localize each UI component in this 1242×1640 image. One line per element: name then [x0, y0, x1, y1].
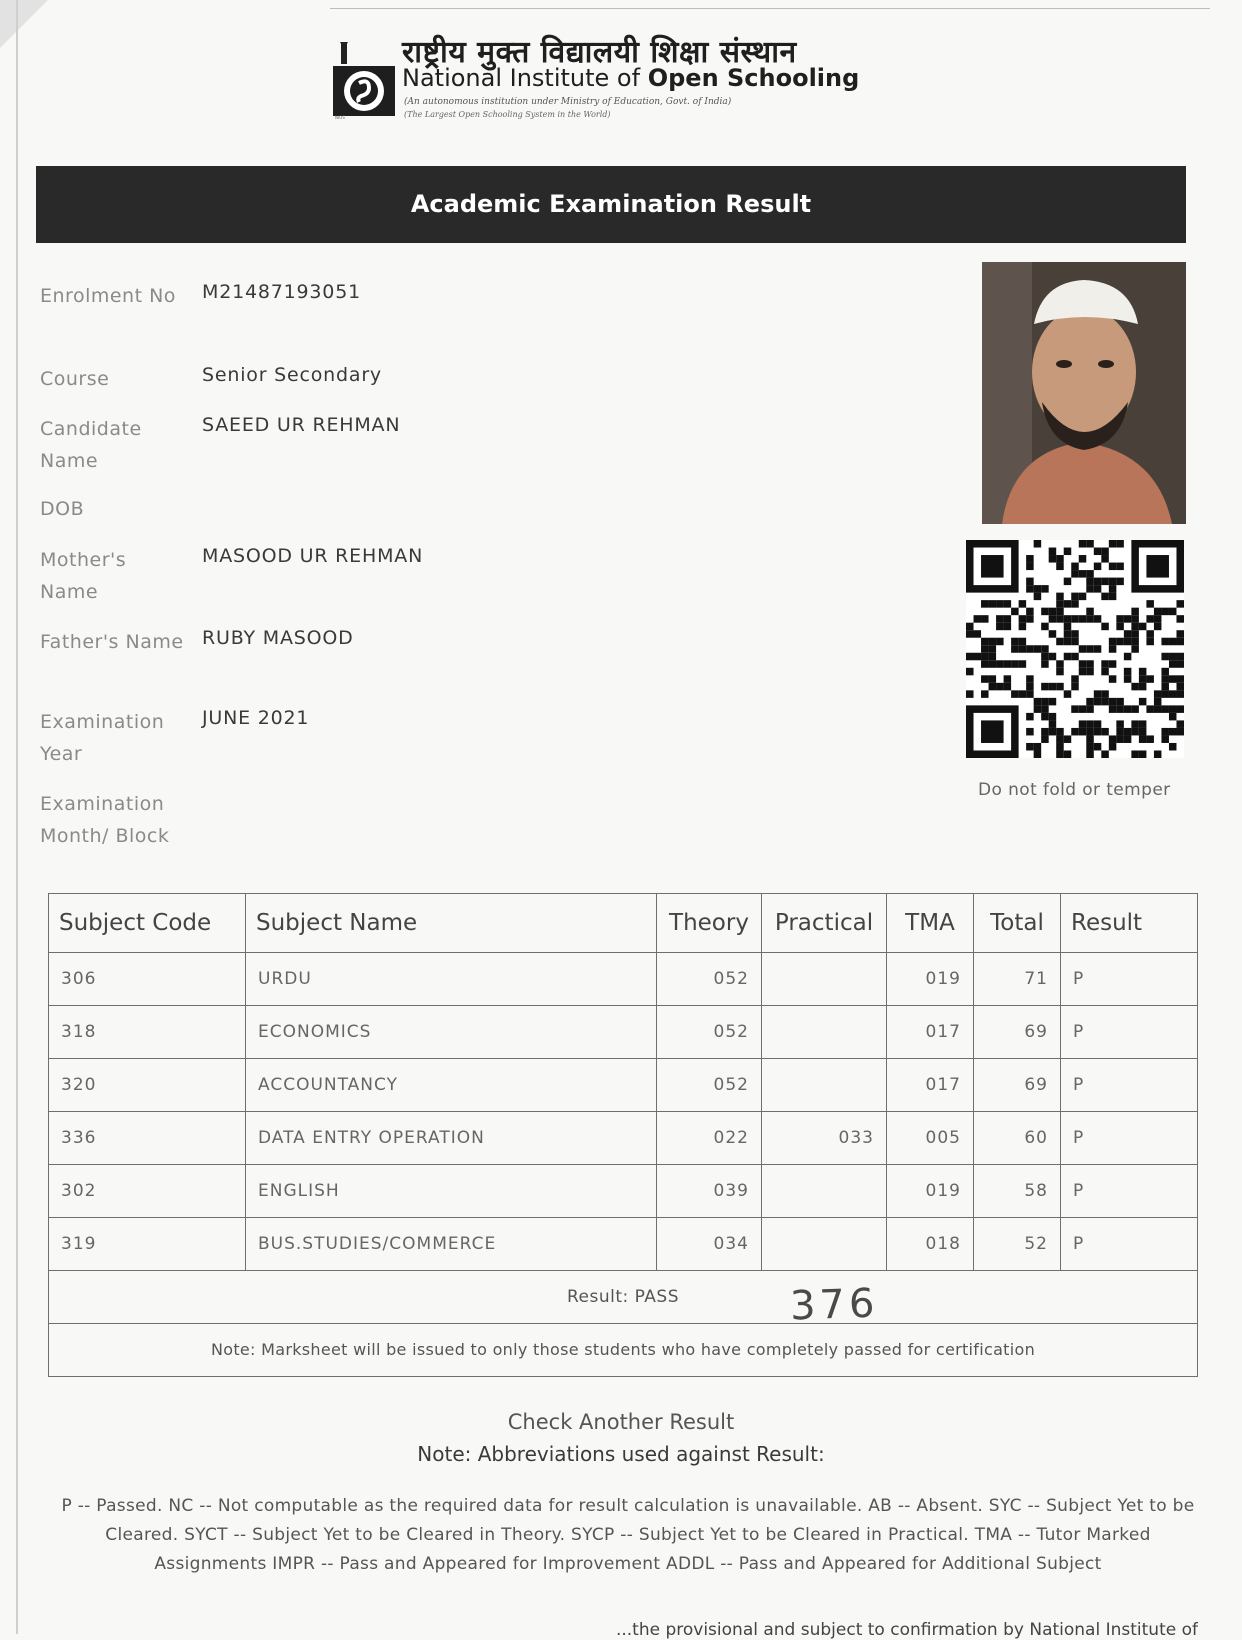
note-row: [49, 1324, 1198, 1377]
mother-name-label: Mother's Name: [40, 549, 127, 603]
result-banner: [36, 166, 1186, 243]
tma-marks: 019: [887, 1165, 974, 1218]
subject-result: P: [1061, 1006, 1198, 1059]
exam-year-label: Examination Year: [40, 711, 165, 765]
subject-result: P: [1061, 1059, 1198, 1112]
disclaimer-text: ...the provisional and subject to confirmation by National Institute of: [615, 1620, 1198, 1640]
results-table: [48, 893, 1198, 1377]
father-name-value: RUBY MASOOD: [202, 627, 354, 649]
total-marks: 69: [974, 1059, 1061, 1112]
practical-marks: [762, 1059, 887, 1112]
overall-result: Result: PASS: [566, 1287, 680, 1307]
subject-result: P: [1061, 953, 1198, 1006]
subject-code: 320: [49, 1059, 246, 1112]
mother-name-value: MASOOD UR REHMAN: [202, 545, 424, 567]
table-row: [49, 1165, 1198, 1218]
total-marks: 60: [974, 1112, 1061, 1165]
candidate-photo: [982, 262, 1186, 524]
col-subject-code: Subject Code: [49, 894, 246, 953]
page-edge: [16, 0, 18, 1634]
theory-marks: 052: [657, 1006, 762, 1059]
course-value: Senior Secondary: [202, 364, 382, 386]
abbreviations-text: P -- Passed. NC -- Not computable as the required data for result calculation is unavailable. AB -- Absent. SYC -- Subject Yet to be Cleared. SYCT -- Subject Yet to be Cleared in Theory. SYCP -- Subject Yet to be Cleared in Practical. TMA -- Tutor Marked Assignments IMPR -- Pass and Appeared for Improvement ADDL -- Pass and Appeared for Additional Subject: [61, 1496, 1195, 1574]
table-row: [49, 1112, 1198, 1165]
total-marks: 58: [974, 1165, 1061, 1218]
theory-marks: 039: [657, 1165, 762, 1218]
subject-code: 318: [49, 1006, 246, 1059]
theory-marks: 052: [657, 953, 762, 1006]
candidate-name-value: SAEED UR REHMAN: [202, 414, 401, 436]
tma-marks: 018: [887, 1218, 974, 1271]
subject-name: URDU: [246, 953, 657, 1006]
subject-name: ECONOMICS: [246, 1006, 657, 1059]
result-row: [49, 1271, 1198, 1324]
enrolment-value: M21487193051: [202, 281, 361, 303]
subject-name: DATA ENTRY OPERATION: [246, 1112, 657, 1165]
handwritten-total: 376: [789, 1280, 880, 1330]
col-tma: TMA: [887, 894, 974, 953]
subject-name: BUS.STUDIES/COMMERCE: [246, 1218, 657, 1271]
nios-logo-icon: [333, 42, 395, 120]
total-marks: 69: [974, 1006, 1061, 1059]
practical-marks: [762, 1218, 887, 1271]
subject-code: 302: [49, 1165, 246, 1218]
theory-marks: 034: [657, 1218, 762, 1271]
practical-marks: [762, 1006, 887, 1059]
page-corner: [0, 0, 48, 48]
course-label: Course: [40, 368, 110, 390]
subject-name: ACCOUNTANCY: [246, 1059, 657, 1112]
institute-tagline: (An autonomous institution under Ministry of Education, Govt. of India): [404, 97, 732, 107]
qr-code: [966, 540, 1184, 758]
col-practical: Practical: [762, 894, 887, 953]
practical-marks: 033: [762, 1112, 887, 1165]
tma-marks: 017: [887, 1006, 974, 1059]
marksheet-note: Note: Marksheet will be issued to only those students who have completely passed for certification: [210, 1340, 1036, 1359]
total-marks: 52: [974, 1218, 1061, 1271]
col-theory: Theory: [657, 894, 762, 953]
theory-marks: 022: [657, 1112, 762, 1165]
table-row: [49, 1218, 1198, 1271]
tma-marks: 005: [887, 1112, 974, 1165]
candidate-name-label: Candidate Name: [40, 418, 142, 472]
col-result: Result: [1061, 894, 1198, 953]
subject-result: P: [1061, 1112, 1198, 1165]
table-row: [49, 1006, 1198, 1059]
tma-marks: 019: [887, 953, 974, 1006]
subject-code: 319: [49, 1218, 246, 1271]
abbreviations-title: Note: Abbreviations used against Result:: [417, 1442, 825, 1466]
result-cell: [49, 1271, 1198, 1324]
enrolment-label: Enrolment No: [40, 285, 176, 307]
subject-name: ENGLISH: [246, 1165, 657, 1218]
practical-marks: [762, 953, 887, 1006]
exam-year-value: JUNE 2021: [202, 707, 310, 729]
svg-text:NIOS: NIOS: [335, 115, 345, 120]
institute-name-english: National Institute of Open Schooling: [402, 64, 860, 92]
institute-name-hindi: राष्ट्रीय मुक्त विद्यालयी शिक्षा संस्थान: [402, 35, 797, 70]
tma-marks: 017: [887, 1059, 974, 1112]
subject-result: P: [1061, 1218, 1198, 1271]
subject-result: P: [1061, 1165, 1198, 1218]
father-name-label: Father's Name: [40, 631, 184, 653]
subject-code: 306: [49, 953, 246, 1006]
theory-marks: 052: [657, 1059, 762, 1112]
qr-notice: Do not fold or temper: [978, 780, 1171, 800]
banner-title: Academic Examination Result: [410, 190, 812, 218]
table-row: [49, 953, 1198, 1006]
col-total: Total: [974, 894, 1061, 953]
total-marks: 71: [974, 953, 1061, 1006]
note-cell: [49, 1324, 1198, 1377]
table-row: [49, 1059, 1198, 1112]
col-subject-name: Subject Name: [246, 894, 657, 953]
dob-label: DOB: [40, 498, 85, 520]
top-rule: [330, 8, 1210, 9]
practical-marks: [762, 1165, 887, 1218]
table-header-row: [49, 894, 1198, 953]
subject-code: 336: [49, 1112, 246, 1165]
exam-month-label: Examination Month/ Block: [40, 793, 170, 847]
check-another-result-link[interactable]: Check Another Result: [507, 1410, 735, 1434]
institute-subtagline: (The Largest Open Schooling System in the World): [404, 110, 611, 119]
